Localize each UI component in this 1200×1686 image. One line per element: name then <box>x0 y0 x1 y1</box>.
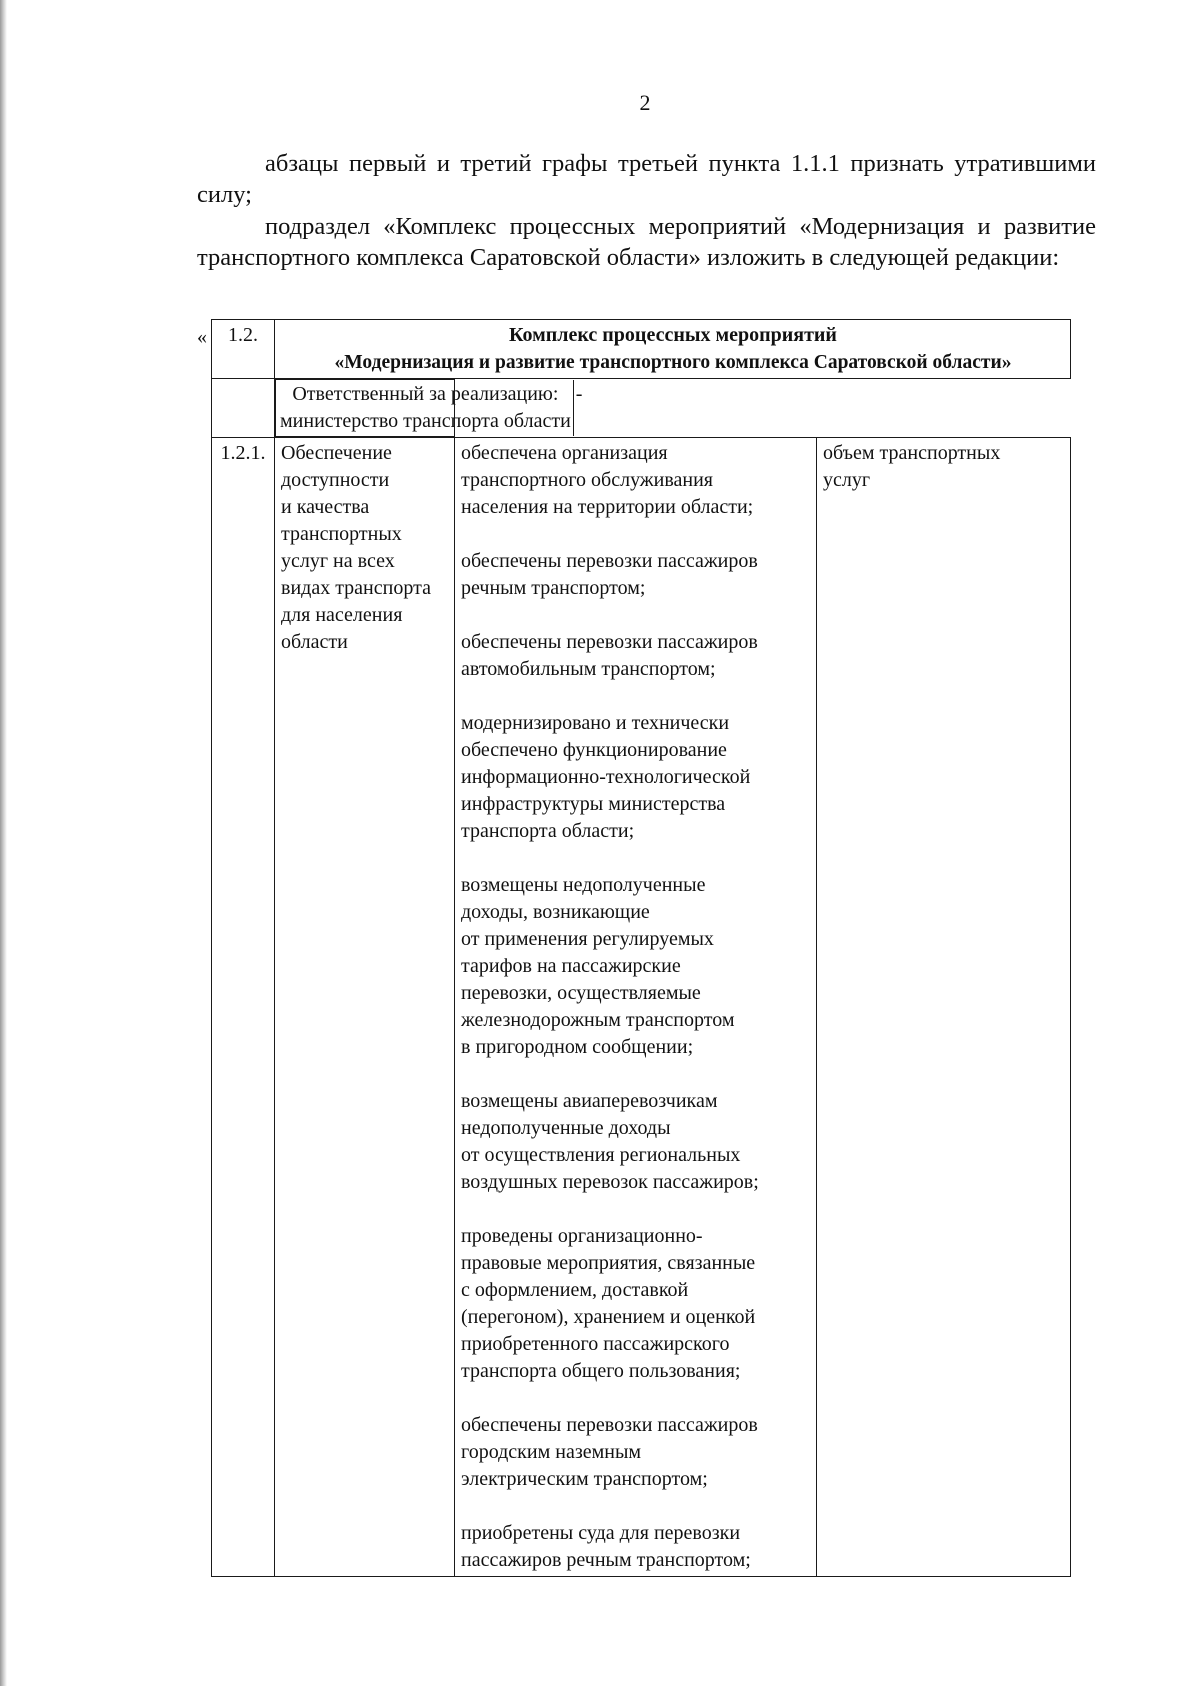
result-line: обеспечены перевозки пассажиров <box>461 550 758 572</box>
result-item <box>461 1412 811 1493</box>
result-line: пассажиров речным транспортом; <box>461 1549 751 1571</box>
task-line: услуг на всех <box>281 550 395 572</box>
result-line: обеспечена организация <box>461 442 668 464</box>
responsible-empty-cell <box>212 379 275 438</box>
indicator-line: услуг <box>823 469 871 491</box>
task-cell <box>275 438 455 1577</box>
task-line: видах транспорта <box>281 577 431 599</box>
result-line: в пригородном сообщении; <box>461 1036 694 1058</box>
result-line: от применения регулируемых <box>461 928 714 950</box>
result-line: возмещены авиаперевозчикам <box>461 1090 718 1112</box>
result-item <box>461 1088 811 1196</box>
task-line: области <box>281 631 348 653</box>
result-line: городским наземным <box>461 1441 642 1463</box>
responsible-value: - <box>575 383 583 405</box>
paragraph-2-text: подраздел «Комплекс процессных мероприятий «Модернизация и развитие транспортного комплекса Саратовской области» изложить в следующей редакции: <box>197 213 1096 271</box>
result-item <box>461 440 811 521</box>
responsible-line-1: Ответственный за реализацию: <box>292 383 559 405</box>
task-line: Обеспечение <box>281 442 392 464</box>
result-line: недополученные доходы <box>461 1117 671 1139</box>
result-line: от осуществления региональных <box>461 1144 741 1166</box>
responsible-line-2: министерство транспорта области <box>280 410 571 432</box>
result-line: речным транспортом; <box>461 577 646 599</box>
table-row <box>212 438 1071 1577</box>
result-line: тарифов на пассажирские <box>461 955 681 977</box>
result-line: приобретенного пассажирского <box>461 1333 730 1355</box>
result-line: с оформлением, доставкой <box>461 1279 689 1301</box>
result-line: электрическим транспортом; <box>461 1468 708 1490</box>
result-line: транспортного обслуживания <box>461 469 713 491</box>
result-item <box>461 548 811 602</box>
responsible-cell <box>275 379 583 437</box>
result-line: обеспечены перевозки пассажиров <box>461 1414 758 1436</box>
result-line: транспорта общего пользования; <box>461 1360 741 1382</box>
result-line: (перегоном), хранением и оценкой <box>461 1306 756 1328</box>
result-line: доходы, возникающие <box>461 901 650 923</box>
result-line: информационно-технологической <box>461 766 751 788</box>
responsible-row <box>212 379 1071 438</box>
result-line: проведены организационно- <box>461 1225 703 1247</box>
section-header-row <box>212 320 1071 379</box>
result-line: автомобильным транспортом; <box>461 658 716 680</box>
measures-table <box>211 319 1071 1577</box>
result-line: возмещены недополученные <box>461 874 706 896</box>
results-cell <box>455 438 817 1577</box>
page-number: 2 <box>639 90 651 115</box>
paragraph-1-text: абзацы первый и третий графы третьей пункта 1.1.1 признать утратившими силу; <box>197 150 1096 208</box>
task-line: доступности <box>281 469 390 491</box>
scan-edge <box>0 0 7 1686</box>
result-line: инфраструктуры министерства <box>461 793 726 815</box>
task-line: для населения <box>281 604 403 626</box>
result-item <box>461 872 811 1061</box>
result-item <box>461 1223 811 1385</box>
result-item <box>461 710 811 845</box>
result-line: приобретены суда для перевозки <box>461 1522 741 1544</box>
result-line: обеспечены перевозки пассажиров <box>461 631 758 653</box>
task-line: и качества <box>281 496 370 518</box>
result-line: перевозки, осуществляемые <box>461 982 701 1004</box>
result-line: населения на территории области; <box>461 496 754 518</box>
result-line: транспорта области; <box>461 820 635 842</box>
task-line: транспортных <box>281 523 402 545</box>
indicator-line: объем транспортных <box>823 442 1001 464</box>
section-title-line-1: Комплекс процессных мероприятий <box>509 324 837 346</box>
section-number: 1.2. <box>212 320 275 379</box>
result-item <box>461 1520 811 1574</box>
section-title-line-2: «Модернизация и развитие транспортного комплекса Саратовской области» <box>334 352 1012 373</box>
row-number: 1.2.1. <box>212 438 275 1577</box>
result-line: правовые мероприятия, связанные <box>461 1252 756 1274</box>
result-item <box>461 629 811 683</box>
section-title <box>275 320 1071 379</box>
result-line: воздушных перевозок пассажиров; <box>461 1171 759 1193</box>
paragraph-2 <box>197 211 1096 273</box>
result-line: модернизировано и технически <box>461 712 730 734</box>
indicator-cell <box>817 438 1071 1577</box>
responsible-label <box>276 380 574 436</box>
result-line: железнодорожным транспортом <box>461 1009 735 1031</box>
result-line: обеспечено функционирование <box>461 739 727 761</box>
paragraph-1 <box>197 148 1096 210</box>
opening-quote-mark: « <box>197 326 207 348</box>
